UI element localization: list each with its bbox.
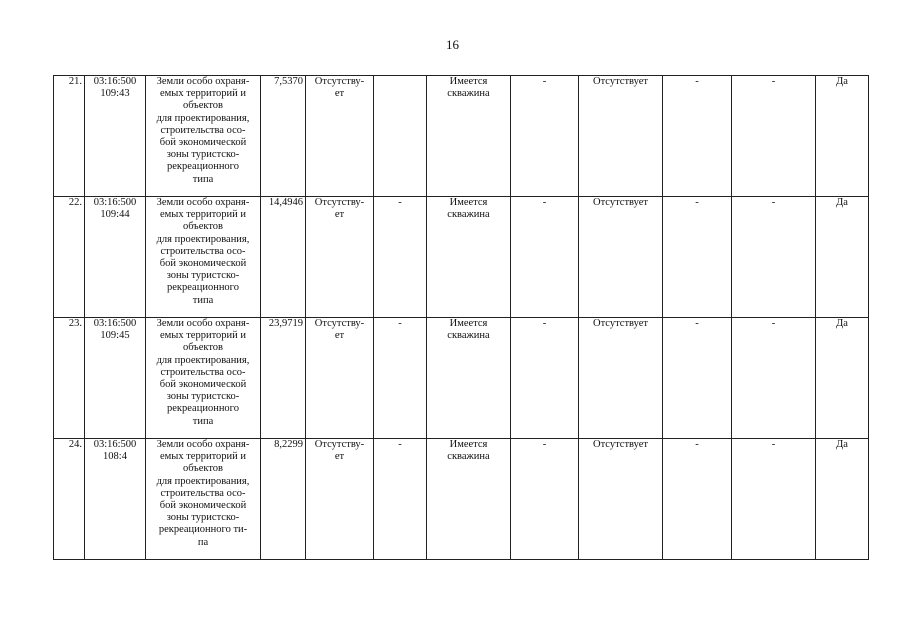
cell-col10 — [663, 197, 732, 318]
cell-col8 — [511, 197, 579, 318]
cell-line: зоны туристско- — [166, 149, 240, 161]
cell-line: зоны туристско- — [166, 391, 240, 403]
cell-line: объектов — [182, 100, 224, 112]
cell-text: Да — [836, 197, 848, 208]
cell-text: Отсутствует — [593, 197, 648, 208]
cell-col5 — [306, 197, 374, 318]
cell-col9 — [579, 76, 663, 197]
cell-line: типа — [192, 294, 214, 306]
cell-line: объектов — [182, 221, 224, 233]
cell-area — [261, 318, 306, 439]
cell-text: 21. — [68, 76, 82, 87]
cell-line: емых территорий и — [159, 209, 247, 221]
cell-col9 — [579, 197, 663, 318]
cell-line: Отсутству- — [314, 439, 365, 450]
table-row — [54, 318, 869, 439]
cell-land-category — [146, 76, 261, 197]
cell-water-supply — [427, 76, 511, 197]
cell-land-category — [146, 439, 261, 560]
cell-number — [54, 439, 85, 560]
cell-text: 7,5370 — [274, 76, 303, 87]
cell-line: ет — [334, 209, 345, 221]
cell-col8 — [511, 76, 579, 197]
cell-line: зоны туристско- — [166, 270, 240, 282]
cell-water-supply — [427, 318, 511, 439]
cell-line: Земли особо охраня- — [156, 439, 250, 450]
cell-cadastral-number — [85, 318, 146, 439]
cell-col6 — [374, 76, 427, 197]
cell-line: емых территорий и — [159, 330, 247, 342]
cell-text: - — [771, 197, 776, 208]
cell-line: ет — [334, 88, 345, 100]
table-row — [54, 76, 869, 197]
cell-col8 — [511, 318, 579, 439]
cell-line: скважина — [447, 451, 490, 463]
cell-text: 8,2299 — [274, 439, 303, 450]
cell-col12 — [816, 318, 869, 439]
cell-text: 22. — [68, 197, 82, 208]
cell-line: рекреационного — [167, 403, 239, 415]
cell-line: объектов — [182, 463, 224, 475]
cell-line: Земли особо охраня- — [156, 76, 250, 87]
cell-text: - — [542, 197, 547, 208]
cell-text: - — [695, 439, 699, 450]
cell-col12 — [816, 439, 869, 560]
cell-line: для проектирования, — [156, 233, 250, 245]
cell-line: ет — [334, 451, 345, 463]
cell-text: 23,9719 — [268, 318, 303, 329]
cell-line: рекреационного ти- — [158, 524, 248, 536]
cell-text: - — [771, 76, 776, 87]
cell-text: 23. — [68, 318, 82, 329]
cell-line: 03:16:500 — [93, 197, 137, 208]
cell-line: па — [197, 536, 209, 548]
cell-text: - — [695, 318, 699, 329]
cell-text: - — [542, 76, 547, 87]
cell-line: 109:44 — [100, 209, 130, 221]
cell-water-supply — [427, 439, 511, 560]
cell-col11 — [732, 197, 816, 318]
cell-col12 — [816, 197, 869, 318]
cell-line: строительства осо- — [160, 366, 246, 378]
cell-text: - — [542, 439, 547, 450]
cell-col6 — [374, 197, 427, 318]
cell-number — [54, 197, 85, 318]
cell-line: 109:43 — [100, 88, 130, 100]
cell-line: для проектирования, — [156, 112, 250, 124]
table-row — [54, 197, 869, 318]
cell-col6 — [374, 318, 427, 439]
cell-line: для проектирования, — [156, 354, 250, 366]
cell-text: Да — [836, 76, 848, 87]
cell-col8 — [511, 439, 579, 560]
cell-text: - — [398, 197, 402, 208]
cell-line: рекреационного — [167, 282, 239, 294]
cell-number — [54, 318, 85, 439]
cell-line: бой экономической — [159, 258, 247, 270]
cell-line: 109:45 — [100, 330, 130, 342]
cell-line: Имеется — [449, 197, 488, 208]
cell-text: Да — [836, 439, 848, 450]
cell-col11 — [732, 76, 816, 197]
cell-col9 — [579, 318, 663, 439]
cell-col5 — [306, 76, 374, 197]
cell-line: рекреационного — [167, 161, 239, 173]
cell-col11 — [732, 439, 816, 560]
cell-area — [261, 197, 306, 318]
cell-col10 — [663, 318, 732, 439]
cell-text: - — [542, 318, 547, 329]
cell-line: зоны туристско- — [166, 512, 240, 524]
cell-col5 — [306, 318, 374, 439]
cell-line: Земли особо охраня- — [156, 318, 250, 329]
cell-line: емых территорий и — [159, 88, 247, 100]
cell-col6 — [374, 439, 427, 560]
cell-area — [261, 76, 306, 197]
cell-line: 03:16:500 — [93, 76, 137, 87]
cell-text: Отсутствует — [593, 318, 648, 329]
cell-col5 — [306, 439, 374, 560]
cell-cadastral-number — [85, 439, 146, 560]
table-row — [54, 439, 869, 560]
cell-text: - — [695, 197, 699, 208]
land-plots-table — [53, 75, 869, 560]
cell-line: 03:16:500 — [93, 318, 137, 329]
cell-text: 24. — [68, 439, 82, 450]
cell-line: строительства осо- — [160, 245, 246, 257]
cell-col10 — [663, 76, 732, 197]
cell-line: Отсутству- — [314, 318, 365, 329]
cell-line: Имеется — [449, 76, 488, 87]
cell-land-category — [146, 197, 261, 318]
cell-water-supply — [427, 197, 511, 318]
cell-line: емых территорий и — [159, 451, 247, 463]
cell-line: 108:4 — [103, 451, 127, 463]
cell-text: - — [771, 439, 776, 450]
cell-line: Земли особо охраня- — [156, 197, 250, 208]
cell-text: - — [398, 318, 402, 329]
cell-text: Отсутствует — [593, 439, 648, 450]
cell-line: типа — [192, 415, 214, 427]
cell-line: ет — [334, 330, 345, 342]
cell-col9 — [579, 439, 663, 560]
cell-number — [54, 76, 85, 197]
cell-line: строительства осо- — [160, 124, 246, 136]
cell-line: объектов — [182, 342, 224, 354]
cell-text: - — [695, 76, 699, 87]
cell-line: 03:16:500 — [93, 439, 137, 450]
cell-line: бой экономической — [159, 137, 247, 149]
cell-line: для проектирования, — [156, 475, 250, 487]
cell-text: 14,4946 — [268, 197, 303, 208]
cell-text: - — [398, 439, 402, 450]
cell-col12 — [816, 76, 869, 197]
cell-text: - — [771, 318, 776, 329]
cell-area — [261, 439, 306, 560]
cell-line: бой экономической — [159, 500, 247, 512]
cell-line: скважина — [447, 209, 490, 221]
cell-line: скважина — [447, 88, 490, 100]
cell-col10 — [663, 439, 732, 560]
cell-cadastral-number — [85, 76, 146, 197]
cell-line: Имеется — [449, 439, 488, 450]
cell-line: бой экономической — [159, 379, 247, 391]
cell-line: Отсутству- — [314, 76, 365, 87]
cell-cadastral-number — [85, 197, 146, 318]
cell-line: скважина — [447, 330, 490, 342]
cell-line: строительства осо- — [160, 487, 246, 499]
cell-line: Имеется — [449, 318, 488, 329]
cell-text: Да — [836, 318, 848, 329]
cell-line: типа — [192, 173, 214, 185]
page-number: 16 — [446, 37, 459, 52]
cell-land-category — [146, 318, 261, 439]
cell-col11 — [732, 318, 816, 439]
cell-line: Отсутству- — [314, 197, 365, 208]
cell-text: Отсутствует — [593, 76, 648, 87]
